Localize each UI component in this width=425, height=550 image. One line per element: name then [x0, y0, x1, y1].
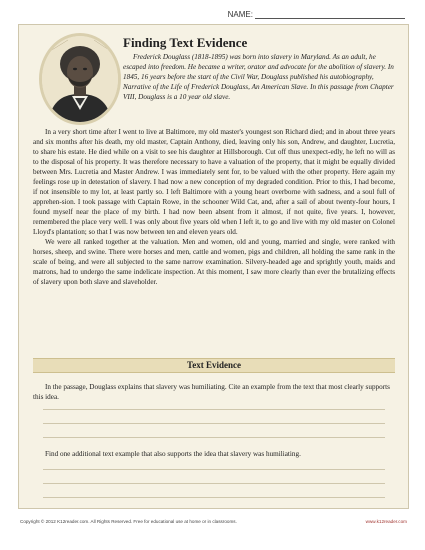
answer-line[interactable]	[43, 423, 385, 424]
copyright-text: Copyright © 2012 K12reader.com. All Rights Reserved. Free for educational use at home or in classrooms.	[20, 519, 237, 524]
answer-line[interactable]	[43, 409, 385, 410]
text-evidence-heading: Text Evidence	[33, 358, 395, 373]
passage-paragraph: We were all ranked together at the valuation. Men and women, old and young, married and single, were ranked with horses, sheep, and swine. There were horses and men, cattle and women, pigs and children, all holding the same rank in the scale of being, and were all subjected to the same narrow examination. Silvery-headed age and sprightly youth, maids and matrons, had to undergo the same indelicate inspection. At this moment, I saw more clearly than ever the brutalizing effects of slavery upon both slave and slaveholder.	[33, 238, 395, 286]
reading-passage	[33, 127, 395, 287]
portrait-engraving	[42, 36, 118, 122]
worksheet-title: Finding Text Evidence	[123, 35, 248, 50]
site-link[interactable]: www.k12reader.com	[365, 519, 407, 524]
page-footer	[20, 519, 407, 524]
answer-line[interactable]	[43, 437, 385, 438]
question-2: Find one additional text example that also supports the idea that slavery was humiliating.	[45, 450, 301, 458]
passage-paragraph: In a very short time after I went to live at Baltimore, my old master's youngest son Richard died; and in about three years and six months after his death, my old master, Captain Anthony, died, leaving only his son, Andrew, and daughter, Lucretia, to share his estate. He died while on a visit to see his daughter at Hillsborough. Cut off thus unexpect-edly, he left no will as to the disposal of his property. It was therefore necessary to have a valuation of the property, that it might be equally divided between Mrs. Lucretia and Master Andrew. I was immediately sent for, to be valued with the other property. Here again my feelings rose up in detestation of slavery. I had now a new conception of my degraded condition. Prior to this, I had become, if not insensible to my lot, at least partly so. I left Baltimore with a young heart overborne with sadness, and a soul full of apprehen-sion. I took passage with Captain Rowe, in the schooner Wild Cat, and, after a sail of about twenty-four hours, I found myself near the place of my birth. I had now been absent from it almost, if not quite, five years. I, however, remembered the place very well. I was only about five years old when I left it, to go and live with my old master on Colonel Lloyd's plantation; so that I was now between ten and eleven years old.	[33, 128, 395, 236]
worksheet-panel	[18, 24, 409, 509]
intro-paragraph: Frederick Douglass (1818-1895) was born into slavery in Maryland. As an adult, he escaped into freedom. He became a writer, orator and advocate for the abolition of slavery. In 1845, 16 years before the start of the Civil War, Douglass published his autobiography, Narrative of the Life of Frederick Douglass, An American Slave. In this passage from Chapter VIII, Douglass is a 10 year old slave.	[123, 53, 394, 101]
name-blank-line[interactable]	[255, 10, 405, 19]
answer-line[interactable]	[43, 483, 385, 484]
answer-line[interactable]	[43, 469, 385, 470]
answer-line[interactable]	[43, 497, 385, 498]
question-1: In the passage, Douglass explains that slavery was humiliating. Cite an example from the text that most clearly supports this idea.	[33, 383, 390, 401]
name-field-row	[228, 10, 405, 19]
portrait-image	[39, 33, 121, 125]
name-label: NAME:	[227, 10, 253, 19]
